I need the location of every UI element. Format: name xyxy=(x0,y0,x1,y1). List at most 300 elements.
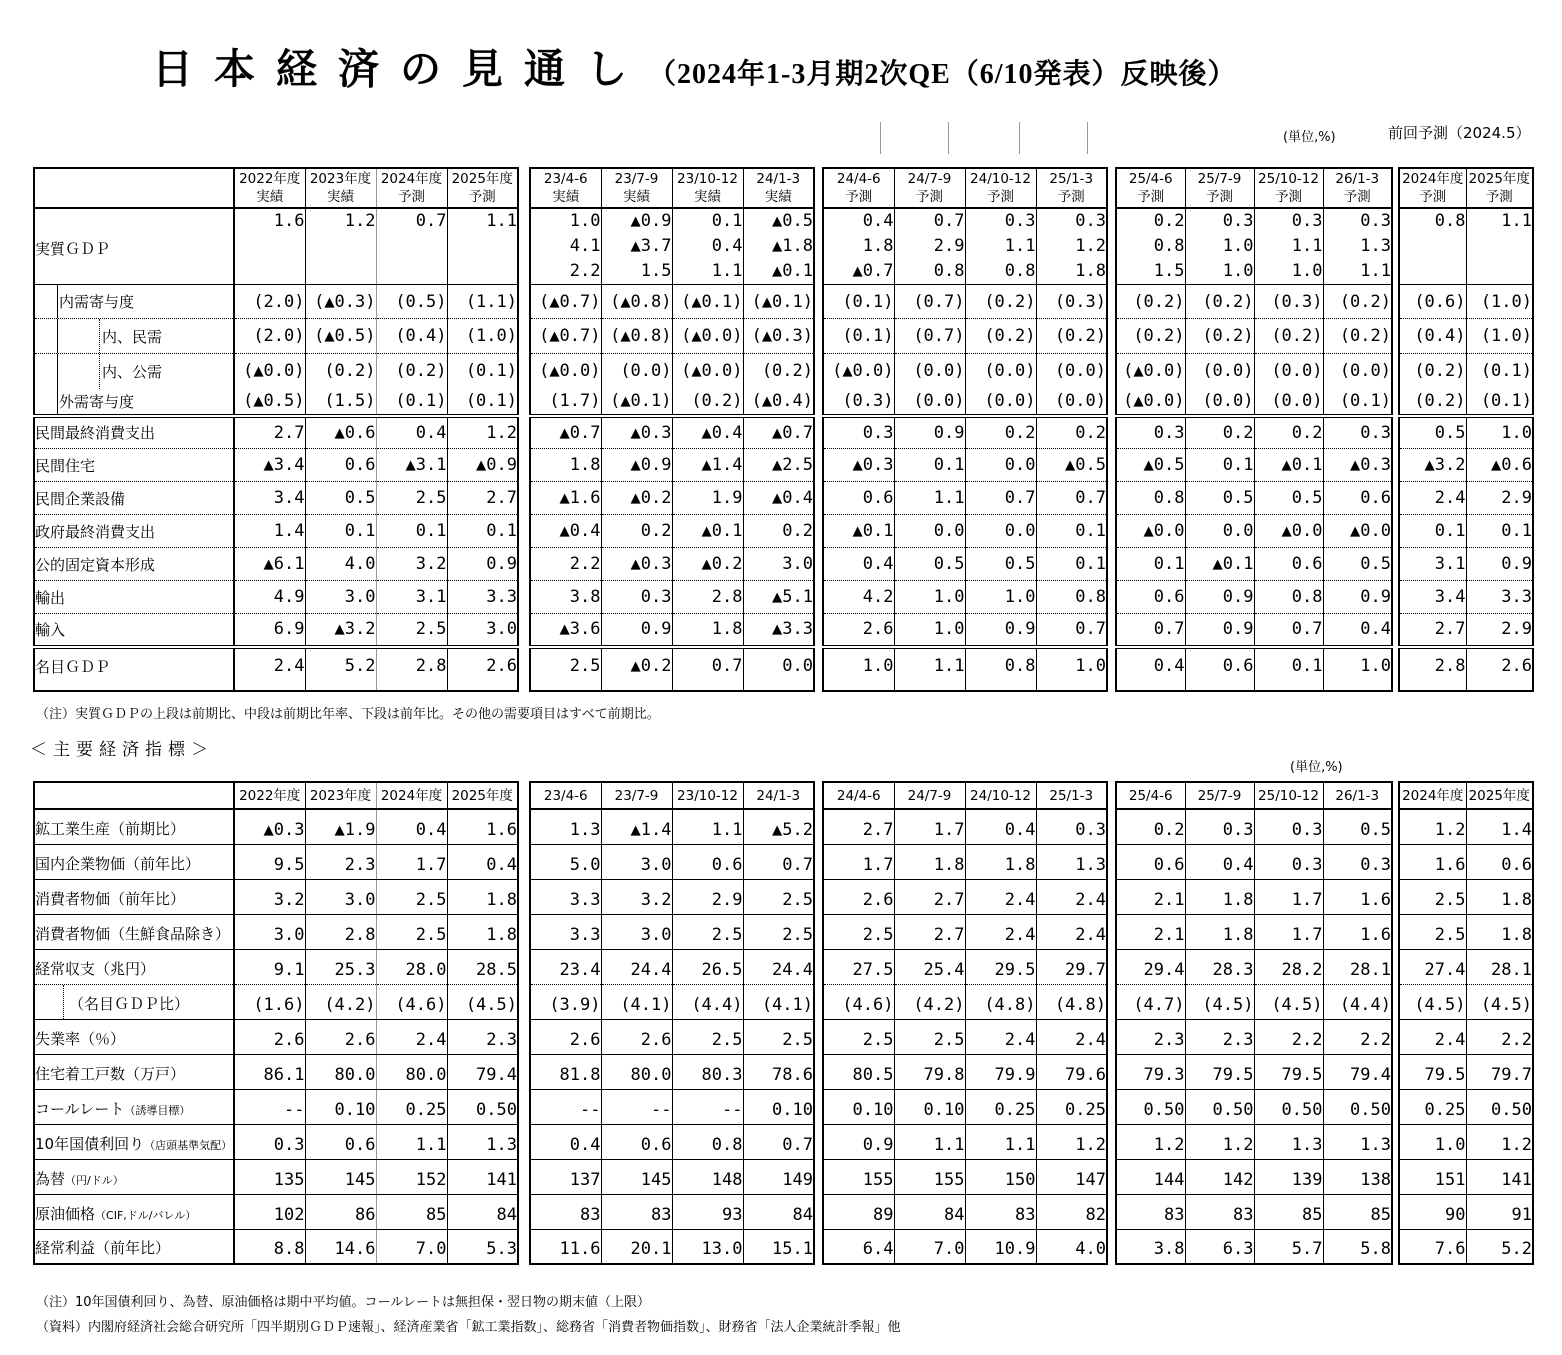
value-cell: 144 xyxy=(1116,1159,1185,1194)
value-cell: (0.2) xyxy=(1185,285,1254,319)
row-label-text: 原油価格 xyxy=(35,1204,96,1223)
col-header: 23/10-12 実績 xyxy=(672,168,743,208)
row-label xyxy=(34,389,234,416)
value-cell: ▲1.4 xyxy=(601,809,672,844)
value-cell: 1.0 xyxy=(894,581,965,614)
value-cell: (▲0.1) xyxy=(672,285,743,319)
value-cell: 2.5 xyxy=(743,1019,814,1054)
value-cell: 1.0 xyxy=(1399,1124,1466,1159)
value-cell: 0.3 1.1 0.8 xyxy=(965,208,1036,285)
value-cell: 86.1 xyxy=(234,1054,305,1089)
value-cell: 4.0 xyxy=(305,548,376,581)
value-cell: 0.9 xyxy=(1466,548,1533,581)
value-cell: 0.7 xyxy=(1116,614,1185,647)
value-cell: (▲0.0) xyxy=(530,354,601,389)
value-cell: 85 xyxy=(1323,1194,1392,1229)
value-cell: 1.6 xyxy=(1399,844,1466,879)
value-cell: 0.3 xyxy=(823,416,894,449)
value-cell: ▲0.3 xyxy=(234,809,305,844)
value-cell: 0.1 xyxy=(1466,515,1533,548)
value-cell: 0.6 xyxy=(1185,647,1254,691)
value-cell: 2.5 xyxy=(743,879,814,914)
value-cell: 0.7 xyxy=(1254,614,1323,647)
value-cell: 91 xyxy=(1466,1194,1533,1229)
value-cell: 2.4 xyxy=(1399,1019,1466,1054)
value-cell: 1.2 xyxy=(1399,809,1466,844)
table2-block-3 xyxy=(1115,781,1393,1265)
value-cell: 0.10 xyxy=(894,1089,965,1124)
value-cell: 3.3 xyxy=(530,879,601,914)
value-cell: 1.3 xyxy=(447,1124,518,1159)
value-cell: 141 xyxy=(447,1159,518,1194)
value-cell: 79.3 xyxy=(1116,1054,1185,1089)
value-cell: 155 xyxy=(894,1159,965,1194)
col-header: 2024年度 予測 xyxy=(376,168,447,208)
value-cell: 0.6 xyxy=(1116,844,1185,879)
value-cell: 1.6 xyxy=(234,208,305,285)
value-cell: 1.1 xyxy=(447,208,518,285)
value-cell: 0.1 xyxy=(1036,548,1107,581)
value-cell: 1.0 xyxy=(823,647,894,691)
value-cell: 28.5 xyxy=(447,949,518,984)
value-cell: -- xyxy=(234,1089,305,1124)
value-cell: ▲0.5 xyxy=(1116,449,1185,482)
col-header: 25/7-9 予測 xyxy=(1185,168,1254,208)
value-cell: 2.8 xyxy=(1399,647,1466,691)
col-header: 24/1-3 xyxy=(743,782,814,809)
value-cell: (0.1) xyxy=(823,285,894,319)
value-cell: 83 xyxy=(965,1194,1036,1229)
value-cell: 2.6 xyxy=(530,1019,601,1054)
value-cell: 79.9 xyxy=(965,1054,1036,1089)
value-cell: 0.8 xyxy=(672,1124,743,1159)
value-cell: ▲0.3 xyxy=(823,449,894,482)
col-header: 26/1-3 予測 xyxy=(1323,168,1392,208)
value-cell: (▲0.8) xyxy=(601,319,672,354)
row-label-text: 輸入 xyxy=(35,620,66,639)
value-cell: 93 xyxy=(672,1194,743,1229)
value-cell: 6.3 xyxy=(1185,1229,1254,1264)
value-cell: 0.5 xyxy=(1399,416,1466,449)
row-label xyxy=(34,208,234,285)
row-label xyxy=(34,1019,234,1054)
value-cell: 3.0 xyxy=(447,614,518,647)
row-label-text: 政府最終消費支出 xyxy=(35,522,156,541)
row-label xyxy=(34,614,234,647)
value-cell: 29.7 xyxy=(1036,949,1107,984)
row-label xyxy=(34,914,234,949)
value-cell: (4.5) xyxy=(1185,984,1254,1019)
value-cell: (4.8) xyxy=(1036,984,1107,1019)
value-cell: ▲3.4 xyxy=(234,449,305,482)
value-cell: 3.4 xyxy=(1399,581,1466,614)
col-header: 24/1-3 実績 xyxy=(743,168,814,208)
value-cell: 0.6 xyxy=(672,844,743,879)
value-cell: 0.10 xyxy=(305,1089,376,1124)
value-cell: ▲0.2 xyxy=(601,482,672,515)
value-cell: 0.5 xyxy=(965,548,1036,581)
col-header: 25/1-3 予測 xyxy=(1036,168,1107,208)
value-cell: 1.2 xyxy=(1185,1124,1254,1159)
value-cell: 3.0 xyxy=(743,548,814,581)
row-label-text: 内需寄与度 xyxy=(59,293,135,311)
value-cell: 1.3 xyxy=(1254,1124,1323,1159)
value-cell: 3.8 xyxy=(1116,1229,1185,1264)
value-cell: 0.0 xyxy=(894,515,965,548)
value-cell: 79.6 xyxy=(1036,1054,1107,1089)
value-cell: ▲0.4 xyxy=(743,482,814,515)
table2-note: （注）10年国債利回り、為替、原油価格は期中平均値。コールレートは無担保・翌日物の期末値（上限） xyxy=(36,1295,650,1310)
value-cell: 79.5 xyxy=(1254,1054,1323,1089)
value-cell: 0.25 xyxy=(1399,1089,1466,1124)
value-cell: 0.0 xyxy=(743,647,814,691)
value-cell: 0.9 xyxy=(823,1124,894,1159)
value-cell: 0.1 xyxy=(1036,515,1107,548)
value-cell: (0.0) xyxy=(1036,354,1107,389)
value-cell: 1.1 xyxy=(965,1124,1036,1159)
value-cell: 2.4 xyxy=(965,914,1036,949)
value-cell: 0.1 xyxy=(894,449,965,482)
col-header: 2024年度 xyxy=(376,782,447,809)
value-cell: ▲0.1 xyxy=(823,515,894,548)
row-label-text: 内、公需 xyxy=(102,362,163,381)
value-cell: 0.5 xyxy=(1185,482,1254,515)
table2-block-0 xyxy=(33,781,519,1265)
value-cell: 1.1 xyxy=(894,1124,965,1159)
value-cell: 1.8 xyxy=(447,914,518,949)
gdp-forecast-table xyxy=(33,167,1534,692)
table1-block-0 xyxy=(33,167,519,692)
value-cell: 8.8 xyxy=(234,1229,305,1264)
value-cell: 0.1 0.4 1.1 xyxy=(672,208,743,285)
value-cell: 0.50 xyxy=(447,1089,518,1124)
value-cell: 5.2 xyxy=(305,647,376,691)
col-header: 2022年度 xyxy=(234,782,305,809)
value-cell: 0.6 xyxy=(305,1124,376,1159)
value-cell: 1.3 xyxy=(1036,844,1107,879)
table1-block-2 xyxy=(822,167,1108,692)
col-header: 25/10-12 予測 xyxy=(1254,168,1323,208)
value-cell: 2.7 xyxy=(894,914,965,949)
value-cell: 2.3 xyxy=(447,1019,518,1054)
value-cell: 0.50 xyxy=(1116,1089,1185,1124)
value-cell: ▲0.1 xyxy=(672,515,743,548)
value-cell: 2.6 xyxy=(234,1019,305,1054)
value-cell: 0.2 xyxy=(1116,809,1185,844)
col-header: 24/4-6 xyxy=(823,782,894,809)
value-cell: (0.6) xyxy=(1399,285,1466,319)
row-label-text: 名目ＧＤＰ xyxy=(35,657,111,676)
value-cell: 0.4 xyxy=(376,416,447,449)
row-label xyxy=(34,285,234,319)
col-header: 23/10-12 xyxy=(672,782,743,809)
value-cell: 0.6 xyxy=(1323,482,1392,515)
value-cell: 1.3 xyxy=(1323,1124,1392,1159)
value-cell: 1.8 xyxy=(447,879,518,914)
row-label xyxy=(34,984,234,1019)
value-cell: ▲3.2 xyxy=(1399,449,1466,482)
value-cell: 139 xyxy=(1254,1159,1323,1194)
value-cell: 0.1 xyxy=(1116,548,1185,581)
value-cell: 0.4 xyxy=(965,809,1036,844)
value-cell: 89 xyxy=(823,1194,894,1229)
value-cell: ▲1.6 xyxy=(530,482,601,515)
value-cell: 0.4 xyxy=(376,809,447,844)
value-cell: 0.1 xyxy=(447,515,518,548)
value-cell: ▲0.1 xyxy=(1254,449,1323,482)
value-cell: (0.0) xyxy=(965,354,1036,389)
value-cell: 2.5 xyxy=(823,914,894,949)
value-cell: 3.1 xyxy=(1399,548,1466,581)
value-cell: 4.0 xyxy=(1036,1229,1107,1264)
value-cell: 0.3 1.2 1.8 xyxy=(1036,208,1107,285)
row-label xyxy=(34,449,234,482)
value-cell: 0.4 xyxy=(1323,614,1392,647)
value-cell: ▲0.3 xyxy=(1323,449,1392,482)
value-cell: 3.2 xyxy=(376,548,447,581)
value-cell: ▲0.4 xyxy=(672,416,743,449)
value-cell: (0.7) xyxy=(894,319,965,354)
value-cell: ▲0.3 xyxy=(601,548,672,581)
value-cell: 1.8 xyxy=(672,614,743,647)
value-cell: 79.7 xyxy=(1466,1054,1533,1089)
value-cell: ▲2.5 xyxy=(743,449,814,482)
value-cell: 83 xyxy=(601,1194,672,1229)
col-header: 2025年度 予測 xyxy=(447,168,518,208)
value-cell: 2.5 xyxy=(894,1019,965,1054)
empty-cell-tick xyxy=(880,122,881,154)
table1-block-4 xyxy=(1398,167,1534,692)
value-cell: 2.2 xyxy=(1466,1019,1533,1054)
value-cell: 2.8 xyxy=(376,647,447,691)
value-cell: -- xyxy=(601,1089,672,1124)
value-cell: 1.3 xyxy=(530,809,601,844)
value-cell: ▲0.9 xyxy=(447,449,518,482)
value-cell: 0.6 xyxy=(305,449,376,482)
row-label xyxy=(34,1229,234,1264)
value-cell: 1.8 xyxy=(530,449,601,482)
value-cell: (0.4) xyxy=(1399,319,1466,354)
row-label xyxy=(34,581,234,614)
value-cell: 0.50 xyxy=(1323,1089,1392,1124)
value-cell: 78.6 xyxy=(743,1054,814,1089)
value-cell: (0.1) xyxy=(1466,354,1533,389)
value-cell: ▲0.5 ▲1.8 ▲0.1 xyxy=(743,208,814,285)
value-cell: 150 xyxy=(965,1159,1036,1194)
value-cell: 148 xyxy=(672,1159,743,1194)
value-cell: 2.1 xyxy=(1116,879,1185,914)
indent-bracket-line xyxy=(63,985,64,1019)
value-cell: (1.7) xyxy=(530,389,601,416)
value-cell: 1.1 xyxy=(376,1124,447,1159)
row-label-small-text: （CIF,ドル/バレル） xyxy=(95,1208,197,1222)
value-cell: (4.1) xyxy=(601,984,672,1019)
value-cell: (1.6) xyxy=(234,984,305,1019)
value-cell: 5.2 xyxy=(1466,1229,1533,1264)
value-cell: (0.2) xyxy=(1116,319,1185,354)
value-cell: (0.2) xyxy=(1323,319,1392,354)
value-cell: 1.7 xyxy=(1254,879,1323,914)
value-cell: 84 xyxy=(894,1194,965,1229)
col-header: 25/7-9 xyxy=(1185,782,1254,809)
value-cell: 81.8 xyxy=(530,1054,601,1089)
value-cell: 2.5 xyxy=(376,914,447,949)
value-cell: 28.1 xyxy=(1466,949,1533,984)
value-cell: 1.8 xyxy=(1466,879,1533,914)
row-label xyxy=(34,1124,234,1159)
row-label xyxy=(34,647,234,691)
value-cell: 2.4 xyxy=(1036,1019,1107,1054)
value-cell: (▲0.1) xyxy=(601,389,672,416)
value-cell: ▲3.6 xyxy=(530,614,601,647)
value-cell: (0.0) xyxy=(1323,354,1392,389)
value-cell: 1.6 xyxy=(1323,879,1392,914)
key-indicators-table xyxy=(33,781,1534,1265)
value-cell: 0.2 xyxy=(1036,416,1107,449)
value-cell: 0.9 xyxy=(1185,581,1254,614)
col-header: 23/4-6 xyxy=(530,782,601,809)
row-label xyxy=(34,879,234,914)
value-cell: 0.6 xyxy=(1466,844,1533,879)
value-cell: 0.6 xyxy=(823,482,894,515)
row-label-text: 外需寄与度 xyxy=(59,392,135,411)
value-cell: 2.6 xyxy=(601,1019,672,1054)
value-cell: 0.5 xyxy=(894,548,965,581)
row-label xyxy=(34,354,234,389)
value-cell: (▲0.0) xyxy=(672,319,743,354)
value-cell: 80.5 xyxy=(823,1054,894,1089)
value-cell: 3.0 xyxy=(305,879,376,914)
value-cell: (▲0.3) xyxy=(305,285,376,319)
value-cell: 6.4 xyxy=(823,1229,894,1264)
value-cell: 3.0 xyxy=(234,914,305,949)
row-label-text: 失業率（％） xyxy=(35,1029,126,1048)
value-cell: 2.4 xyxy=(1399,482,1466,515)
value-cell: 1.2 xyxy=(305,208,376,285)
value-cell: 0.5 xyxy=(1323,548,1392,581)
value-cell: 137 xyxy=(530,1159,601,1194)
value-cell: 2.4 xyxy=(234,647,305,691)
value-cell: 2.3 xyxy=(1185,1019,1254,1054)
value-cell: (1.0) xyxy=(1466,285,1533,319)
col-header: 2025年度 xyxy=(1466,782,1533,809)
value-cell: (2.0) xyxy=(234,285,305,319)
value-cell: ▲0.5 xyxy=(1036,449,1107,482)
row-label-text: 実質ＧＤＰ xyxy=(35,240,111,258)
empty-cell-tick xyxy=(948,122,949,154)
value-cell: 1.7 xyxy=(376,844,447,879)
value-cell: 1.2 xyxy=(1036,1124,1107,1159)
value-cell: 25.4 xyxy=(894,949,965,984)
value-cell: 83 xyxy=(1185,1194,1254,1229)
value-cell: 0.10 xyxy=(823,1089,894,1124)
value-cell: 1.7 xyxy=(894,809,965,844)
value-cell: 0.9 xyxy=(894,416,965,449)
indent-bracket-line xyxy=(57,285,58,318)
value-cell: ▲0.0 xyxy=(1323,515,1392,548)
value-cell: 27.4 xyxy=(1399,949,1466,984)
value-cell: 0.7 xyxy=(1036,482,1107,515)
value-cell: 24.4 xyxy=(743,949,814,984)
value-cell: 1.0 xyxy=(1036,647,1107,691)
value-cell: (▲0.0) xyxy=(1116,354,1185,389)
value-cell: 7.0 xyxy=(894,1229,965,1264)
value-cell: 0.10 xyxy=(743,1089,814,1124)
row-label-text: 輸出 xyxy=(35,588,66,607)
value-cell: 1.0 xyxy=(965,581,1036,614)
corner-cell xyxy=(34,168,234,208)
value-cell: 1.8 xyxy=(1185,914,1254,949)
value-cell: 2.6 xyxy=(823,879,894,914)
value-cell: 0.3 1.3 1.1 xyxy=(1323,208,1392,285)
value-cell: 0.25 xyxy=(376,1089,447,1124)
row-label-text: 鉱工業生産（前期比） xyxy=(35,819,186,838)
value-cell: 2.5 xyxy=(1399,914,1466,949)
unit-label-table2: (単位,%) xyxy=(1290,760,1343,775)
value-cell: 28.1 xyxy=(1323,949,1392,984)
value-cell: 151 xyxy=(1399,1159,1466,1194)
value-cell: ▲3.3 xyxy=(743,614,814,647)
value-cell: 79.4 xyxy=(447,1054,518,1089)
value-cell: 3.0 xyxy=(305,581,376,614)
value-cell: 1.1 xyxy=(894,482,965,515)
col-header: 23/7-9 実績 xyxy=(601,168,672,208)
value-cell: (1.5) xyxy=(305,389,376,416)
value-cell: 2.7 xyxy=(894,879,965,914)
col-header: 25/4-6 xyxy=(1116,782,1185,809)
value-cell: (▲0.7) xyxy=(530,319,601,354)
col-header: 2025年度 xyxy=(447,782,518,809)
row-label xyxy=(34,1089,234,1124)
value-cell: ▲3.1 xyxy=(376,449,447,482)
value-cell: ▲5.1 xyxy=(743,581,814,614)
value-cell: 0.7 2.9 0.8 xyxy=(894,208,965,285)
table2-block-4 xyxy=(1398,781,1534,1265)
value-cell: 2.5 xyxy=(672,1019,743,1054)
value-cell: 0.50 xyxy=(1185,1089,1254,1124)
indent-bracket-line xyxy=(57,389,58,414)
value-cell: (4.5) xyxy=(1399,984,1466,1019)
value-cell: 1.4 xyxy=(234,515,305,548)
value-cell: (4.6) xyxy=(376,984,447,1019)
value-cell: (0.0) xyxy=(965,389,1036,416)
value-cell: ▲5.2 xyxy=(743,809,814,844)
value-cell: 1.1 xyxy=(672,809,743,844)
value-cell: (▲0.0) xyxy=(234,354,305,389)
value-cell: 2.4 xyxy=(1036,914,1107,949)
value-cell: 0.9 xyxy=(965,614,1036,647)
value-cell: -- xyxy=(672,1089,743,1124)
value-cell: (2.0) xyxy=(234,319,305,354)
value-cell: 80.0 xyxy=(376,1054,447,1089)
value-cell: 2.9 xyxy=(672,879,743,914)
value-cell: 3.3 xyxy=(1466,581,1533,614)
value-cell: (0.1) xyxy=(447,354,518,389)
value-cell: ▲6.1 xyxy=(234,548,305,581)
value-cell: 2.4 xyxy=(965,879,1036,914)
value-cell: 85 xyxy=(1254,1194,1323,1229)
value-cell: 2.4 xyxy=(1036,879,1107,914)
col-header: 23/7-9 xyxy=(601,782,672,809)
value-cell: 0.1 xyxy=(305,515,376,548)
value-cell: 102 xyxy=(234,1194,305,1229)
value-cell: (4.2) xyxy=(894,984,965,1019)
value-cell: (4.5) xyxy=(1254,984,1323,1019)
value-cell: 0.2 xyxy=(965,416,1036,449)
value-cell: 10.9 xyxy=(965,1229,1036,1264)
value-cell: 23.4 xyxy=(530,949,601,984)
value-cell: 28.0 xyxy=(376,949,447,984)
